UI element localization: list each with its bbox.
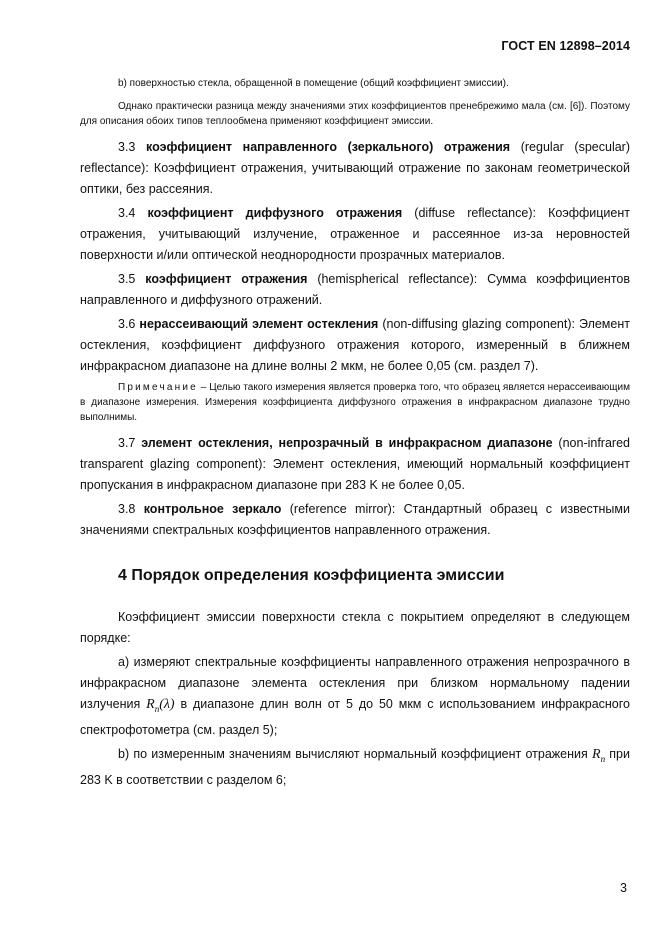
term: контрольное зеркало (143, 502, 282, 516)
definition-text: (regular (specular) reflectance): Коэффициент отражения, учитывающий отражение по законам геометрической оптики, без рассеяния. (80, 140, 631, 196)
item-text: b) по измеренным значениям вычисляют нормальный коэффициент отражения (118, 746, 592, 761)
clause-number: 3.8 (118, 502, 136, 516)
page-number: 3 (620, 881, 627, 895)
list-item-b (80, 744, 630, 791)
note-text: – Целью такого измерения является проверка того, что образец является нерассеивающим в диапазоне измерения. Измерения коэффициента диффузного отражения в инфракрасном диапазоне трудно выполнимы. (80, 382, 630, 423)
page-content (80, 76, 630, 794)
definition-text: (hemispherical reflectance): Сумма коэффициентов направленного и диффузного отражений. (80, 272, 630, 307)
paragraph-however: Однако практически разница между значениями этих коэффициентов пренебрежимо мала (см. [6]). Поэтому для описания обоих типов теплообмена применяют коэффициент эмиссии. (80, 101, 630, 127)
list-item-a (80, 652, 630, 741)
clause-number: 3.4 (118, 206, 136, 220)
term: нерассеивающий элемент остекления (139, 317, 379, 331)
section-heading: 4 Порядок определения коэффициента эмиссии (118, 567, 505, 584)
clause-number: 3.6 (118, 317, 136, 331)
definition-text: (non-infrared transparent glazing component): Элемент остекления, имеющий нормальный коэффициент пропускания в инфракрасном диапазоне при 283 K не более 0,05. (80, 436, 630, 492)
note-label: Примечание (118, 382, 198, 393)
definition-3-3 (80, 137, 630, 200)
section-intro: Коэффициент эмиссии поверхности стекла с покрытием определяют в следующем порядке: (80, 610, 630, 645)
paragraph-surface-b: b) поверхностью стекла, обращенной в помещение (общий коэффициент эмиссии). (118, 78, 509, 89)
item-text: при 283 K в соответствии с разделом 6; (80, 746, 630, 787)
definition-text: (diffuse reflectance): Коэффициент отражения, учитывающий излучение, отраженное и рассеянное из-за неровностей поверхности и/или оптической неоднородности прозрачных материалов. (80, 206, 630, 262)
clause-number: 3.5 (118, 272, 136, 286)
definition-3-4 (80, 203, 630, 266)
definition-3-8 (80, 499, 630, 541)
symbol-r: R (592, 746, 601, 762)
symbol-r: R (146, 697, 155, 712)
formula-rn-lambda (146, 697, 174, 712)
term: коэффициент отражения (145, 272, 308, 286)
definition-text: (non-diffusing glazing component): Элемент остекления, коэффициент диффузного отражения которого, измеренный в ближнем инфракрасном диапазоне на длине волны 2 мкм, не более 0,05 (см. раздел 7). (80, 317, 630, 373)
item-text: в диапазоне длин волн от 5 до 50 мкм с использованием инфракрасного спектрофотометра (см. раздел 5); (80, 697, 630, 737)
term: коэффициент направленного (зеркального) отражения (146, 140, 511, 154)
definition-3-6 (80, 314, 630, 377)
clause-number: 3.7 (118, 436, 136, 450)
definition-3-7 (80, 433, 630, 496)
item-text: a) измеряют спектральные коэффициенты направленного отражения непрозрачного в инфракрасном диапазоне элемента остекления при близком нормальному падении излучения (80, 655, 630, 711)
note (80, 380, 630, 425)
term: элемент остекления, непрозрачный в инфракрасном диапазоне (141, 436, 553, 450)
definition-3-5 (80, 269, 630, 311)
symbol-n: n (154, 703, 160, 714)
definition-text: (reference mirror): Стандартный образец с известными значениями спектральных коэффициентов направленного отражения. (80, 502, 630, 537)
symbol-n: n (600, 753, 606, 764)
document-code: ГОСТ EN 12898–2014 (501, 39, 630, 53)
term: коэффициент диффузного отражения (147, 206, 403, 220)
formula-rn (592, 747, 605, 762)
clause-number: 3.3 (118, 140, 136, 154)
symbol-lambda: (λ) (159, 697, 175, 712)
